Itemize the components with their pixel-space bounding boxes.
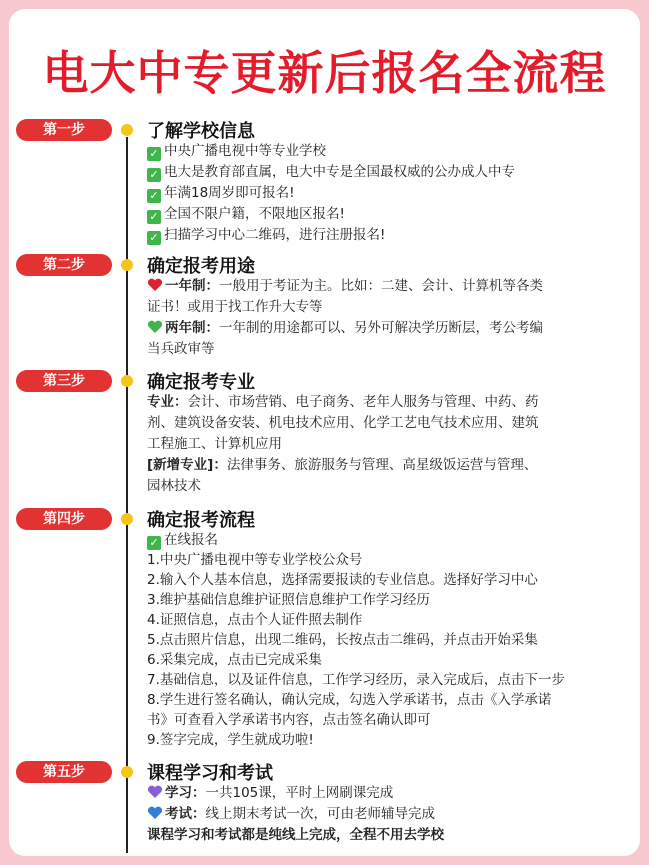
exam-line: 考试：线上期末考试一次，可由老师辅导完成	[147, 804, 629, 825]
step-tag: 第三步	[16, 370, 112, 392]
list-item: ✓ 年满18周岁即可报名!	[147, 183, 629, 204]
list-item: 8.学生进行签名确认，确认完成，勾选入学承诺书，点击《入学承诺	[147, 692, 552, 708]
timeline-dot	[121, 375, 133, 387]
check-icon: ✓	[147, 536, 161, 550]
list-item: 7.基础信息，以及证件信息，工作学习经历，录入完成后，点击下一步	[147, 672, 565, 688]
timeline-dot	[121, 766, 133, 778]
one-year-line: 一年制：一般用于考证为主。比如：二建、会计、计算机等各类	[147, 276, 629, 297]
timeline-dot	[121, 259, 133, 271]
new-major-line: [新增专业]：法律事务、旅游服务与管理、高星级饭运营与管理、	[147, 457, 538, 473]
step-body	[147, 530, 629, 750]
timeline-line	[126, 137, 128, 853]
step-heading: 确定报考专业	[147, 372, 255, 393]
study-line: 学习：一共105课，平时上网刷课完成	[147, 783, 629, 804]
timeline-dot	[121, 124, 133, 136]
step-heading: 了解学校信息	[147, 121, 255, 142]
step-heading: 课程学习和考试	[147, 763, 273, 784]
major-line-3: 工程施工、计算机应用	[147, 436, 282, 452]
blue-heart-icon	[147, 806, 163, 820]
red-heart-icon	[147, 278, 163, 292]
step-heading: 确定报考用途	[147, 256, 255, 277]
step-body	[147, 276, 629, 360]
list-item: 9.签字完成，学生就成功啦!	[147, 732, 314, 748]
two-year-line-2: 当兵政审等	[147, 341, 215, 357]
page-title: 电大中专更新后报名全流程	[42, 46, 607, 100]
step-tag: 第五步	[16, 761, 112, 783]
one-year-line-2: 证书！或用于找工作升大专等	[147, 299, 323, 315]
check-icon: ✓	[147, 168, 161, 182]
green-heart-icon	[147, 320, 163, 334]
purple-heart-icon	[147, 785, 163, 799]
two-year-line: 两年制：一年制的用途都可以、另外可解决学历断层，考公考编	[147, 318, 629, 339]
list-item: ✓ 电大是教育部直属，电大中专是全国最权威的公办成人中专	[147, 162, 629, 183]
major-line: 专业：会计、市场营销、电子商务、老年人服务与管理、中药、药	[147, 394, 539, 410]
check-icon: ✓	[147, 210, 161, 224]
step-tag: 第四步	[16, 508, 112, 530]
content-card	[9, 9, 640, 856]
list-item: 3.维护基础信息维护证照信息维护工作学习经历	[147, 592, 430, 608]
check-icon: ✓	[147, 189, 161, 203]
timeline-dot	[121, 513, 133, 525]
check-icon: ✓	[147, 231, 161, 245]
summary-line: 课程学习和考试都是纯线上完成，全程不用去学校	[147, 827, 444, 843]
list-item: 1.中央广播电视中等专业学校公众号	[147, 552, 363, 568]
new-major-line-2: 园林技术	[147, 478, 201, 494]
step-body	[147, 783, 629, 846]
step-tag: 第二步	[16, 254, 112, 276]
list-item: ✓ 全国不限户籍，不限地区报名!	[147, 204, 629, 225]
list-item: 4.证照信息，点击个人证件照去制作	[147, 612, 363, 628]
list-item: 书》可查看入学承诺书内容，点击签名确认即可	[147, 712, 431, 728]
step-heading: 确定报考流程	[147, 510, 255, 531]
online-label: ✓ 在线报名	[147, 530, 629, 550]
major-line-2: 剂、建筑设备安装、机电技术应用、化学工艺电气技术应用、建筑	[147, 415, 539, 431]
check-icon: ✓	[147, 147, 161, 161]
list-item: 5.点击照片信息，出现二维码，长按点击二维码，并点击开始采集	[147, 632, 538, 648]
step-tag: 第一步	[16, 119, 112, 141]
list-item: ✓ 扫描学习中心二维码，进行注册报名!	[147, 225, 629, 246]
step-body	[147, 141, 629, 246]
step-body	[147, 392, 629, 497]
list-item: ✓ 中央广播电视中等专业学校	[147, 141, 629, 162]
list-item: 2.输入个人基本信息，选择需要报读的专业信息。选择好学习中心	[147, 572, 538, 588]
list-item: 6.采集完成，点击已完成采集	[147, 652, 322, 668]
